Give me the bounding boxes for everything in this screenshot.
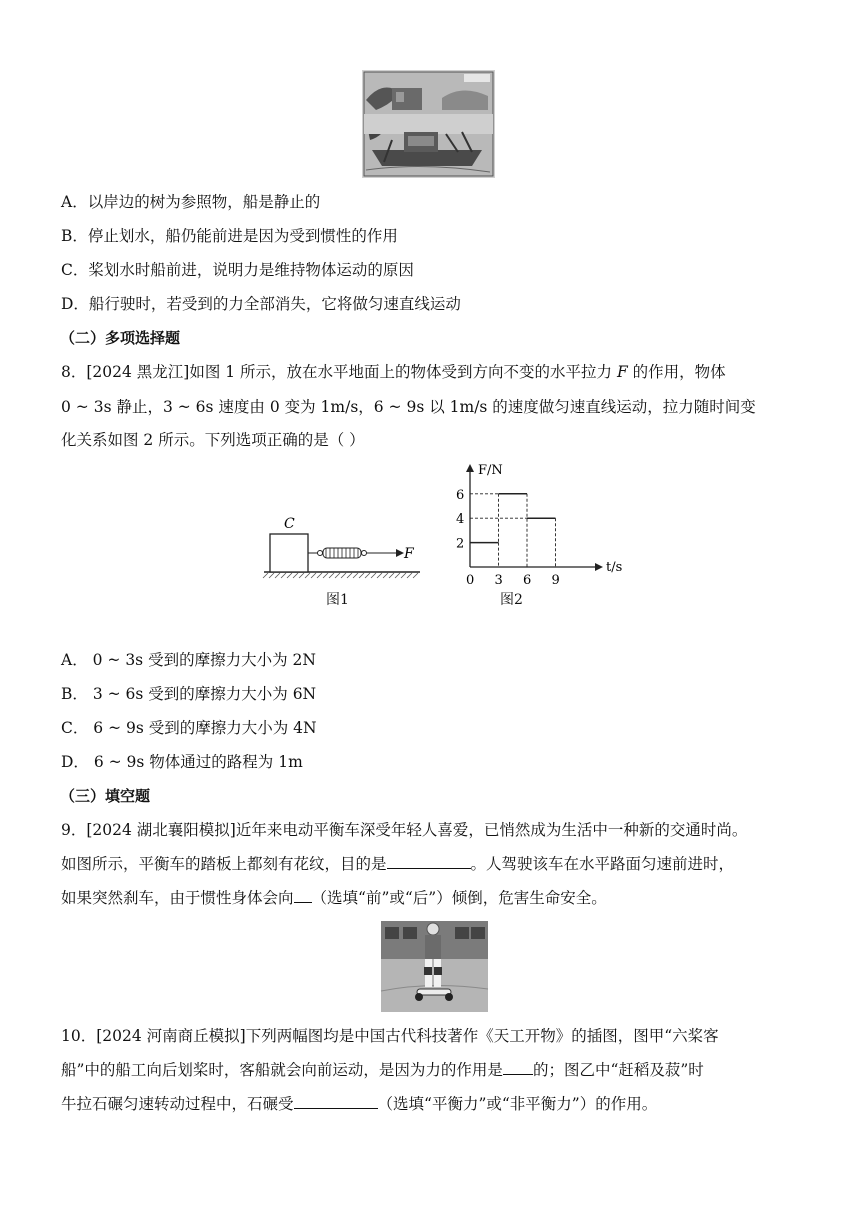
force-label: F bbox=[404, 546, 414, 562]
q8-option-b: B． 3 ~ 6s 受到的摩擦力大小为 6N bbox=[61, 685, 317, 703]
q10-line-2: 船”中的船工向后划桨时，客船就会向前运动，是因为力的作用是 的；图乙中“赶稻及菽”时 bbox=[61, 1061, 704, 1079]
y-axis-arrow bbox=[466, 464, 474, 472]
q8-line-1: 8．[2024 黑龙江]如图 1 所示，放在水平地面上的物体受到方向不变的水平拉力 F 的作用，物体 bbox=[61, 363, 726, 381]
q10-line-1: 10．[2024 河南商丘模拟]下列两幅图均是中国古代科技著作《天工开物》的插图，图甲“六桨客 bbox=[61, 1027, 719, 1045]
x-axis-label: t/s bbox=[606, 560, 623, 575]
q9-line-2: 如图所示，平衡车的踏板上都刻有花纹，目的是 。人驾驶该车在水平路面匀速前进时， bbox=[61, 855, 735, 873]
boat-illustration bbox=[362, 70, 495, 178]
q9-blank-1[interactable] bbox=[387, 854, 471, 869]
figure-2-caption: 图2 bbox=[500, 592, 523, 608]
q10-blank-1[interactable] bbox=[503, 1060, 533, 1075]
x-tick-label: 0 bbox=[466, 573, 475, 588]
q8-line-3: 化关系如图 2 所示。下列选项正确的是（ ） bbox=[61, 431, 365, 449]
x-tick-label: 6 bbox=[523, 573, 532, 588]
x-axis-arrow bbox=[595, 563, 603, 571]
q8-option-a: A． 0 ~ 3s 受到的摩擦力大小为 2N bbox=[61, 651, 316, 669]
y-tick-label: 4 bbox=[456, 512, 465, 528]
block-label: C bbox=[284, 516, 295, 532]
q7-option-b: B．停止划水，船仍能前进是因为受到惯性的作用 bbox=[61, 227, 398, 245]
figure-1-caption: 图1 bbox=[326, 592, 349, 608]
block-c bbox=[270, 534, 308, 572]
q7-option-d: D．船行驶时，若受到的力全部消失，它将做匀速直线运动 bbox=[61, 295, 461, 313]
q9-blank-2[interactable] bbox=[294, 888, 312, 903]
q10-line-3: 牛拉石碾匀速转动过程中，石碾受 （选填“平衡力”或“非平衡力”）的作用。 bbox=[61, 1095, 658, 1113]
q7-option-a: A．以岸边的树为参照物，船是静止的 bbox=[61, 193, 321, 211]
q8-line-2: 0 ~ 3s 静止，3 ~ 6s 速度由 0 变为 1m/s，6 ~ 9s 以 1m/s 的速度做匀速直线运动，拉力随时间变 bbox=[61, 398, 756, 416]
x-tick-label: 9 bbox=[551, 573, 560, 588]
y-axis-label: F/N bbox=[478, 463, 503, 478]
q9-line-3: 如果突然刹车，由于惯性身体会向 （选填“前”或“后”）倾倒，危害生命安全。 bbox=[61, 889, 607, 907]
q10-blank-2[interactable] bbox=[294, 1094, 378, 1109]
section-fill-in: （三）填空题 bbox=[60, 787, 151, 805]
q8-option-d: D． 6 ~ 9s 物体通过的路程为 1m bbox=[61, 753, 303, 771]
y-tick-label: 6 bbox=[456, 487, 465, 503]
figure-2-force-time-chart bbox=[444, 460, 623, 588]
balance-scooter-photo bbox=[381, 921, 488, 1012]
q8-option-c: C． 6 ~ 9s 受到的摩擦力大小为 4N bbox=[61, 719, 317, 737]
section-multiple-choice: （二）多项选择题 bbox=[60, 329, 181, 347]
q9-line-1: 9．[2024 湖北襄阳模拟]近年来电动平衡车深受年轻人喜爱，已悄然成为生活中一种新的交通时尚。 bbox=[61, 821, 748, 839]
x-tick-label: 3 bbox=[494, 573, 503, 588]
y-tick-label: 2 bbox=[456, 536, 465, 552]
q7-option-c: C．桨划水时船前进，说明力是维持物体运动的原因 bbox=[61, 261, 414, 279]
